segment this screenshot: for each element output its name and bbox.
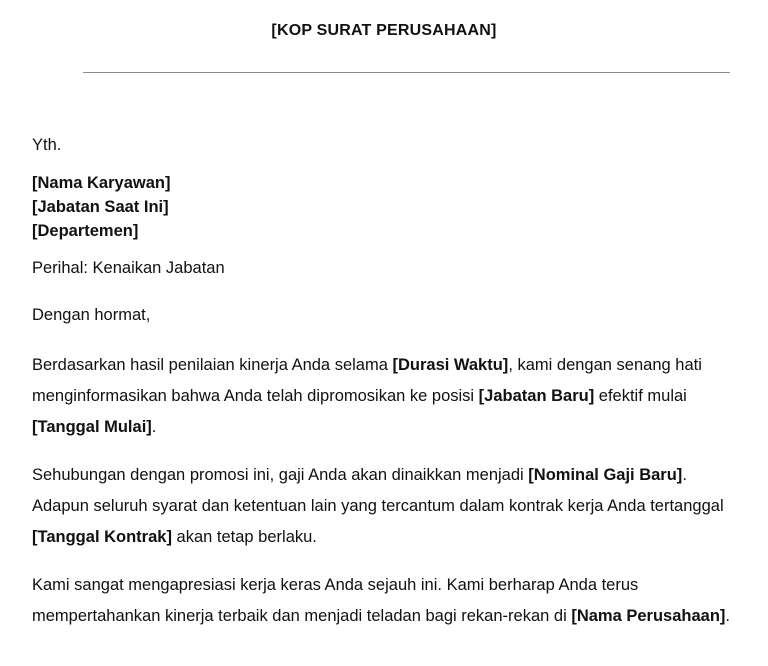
paragraph-promotion <box>32 350 740 443</box>
placeholder-company-name: [Nama Perusahaan] <box>571 607 726 625</box>
placeholder-start-date: [Tanggal Mulai] <box>32 418 152 436</box>
recipient-position: [Jabatan Saat Ini] <box>32 198 169 216</box>
placeholder-contract-date: [Tanggal Kontrak] <box>32 528 172 546</box>
recipient-name: [Nama Karyawan] <box>32 174 171 192</box>
paragraph-text: Kami sangat mengapresiasi kerja keras Anda sejauh ini. Kami berharap Anda terus mempertahankan kinerja terbaik dan menjadi teladan bagi rekan-rekan di <box>32 576 639 625</box>
letter-greeting: Dengan hormat, <box>32 306 151 324</box>
letter-subject: Perihal: Kenaikan Jabatan <box>32 259 225 277</box>
paragraph-text: efektif mulai <box>594 387 687 405</box>
paragraph-text: . <box>151 418 157 436</box>
paragraph-text: . Adapun seluruh syarat dan ketentuan lain yang tercantum dalam kontrak kerja Anda tertanggal <box>32 466 724 515</box>
paragraph-text: akan tetap berlaku. <box>171 528 317 546</box>
paragraph-text: , kami dengan senang hati menginformasikan bahwa Anda telah dipromosikan ke posisi <box>32 356 702 405</box>
paragraph-appreciation <box>32 570 740 632</box>
paragraph-text: Sehubungan dengan promosi ini, gaji Anda akan dinaikkan menjadi <box>32 466 529 484</box>
paragraph-text: . <box>725 607 730 625</box>
letterhead-title: [KOP SURAT PERUSAHAAN] <box>271 22 497 39</box>
recipient-department: [Departemen] <box>32 222 139 240</box>
recipient-block <box>32 171 740 243</box>
placeholder-duration: [Durasi Waktu] <box>392 356 509 374</box>
paragraph-text: Berdasarkan hasil penilaian kinerja Anda selama <box>32 356 393 374</box>
letterhead-divider <box>83 72 730 73</box>
paragraph-salary <box>32 460 740 553</box>
placeholder-new-position: [Jabatan Baru] <box>478 387 595 405</box>
placeholder-new-salary: [Nominal Gaji Baru] <box>528 466 683 484</box>
salutation-to: Yth. <box>32 136 62 154</box>
letter-body <box>32 133 740 649</box>
